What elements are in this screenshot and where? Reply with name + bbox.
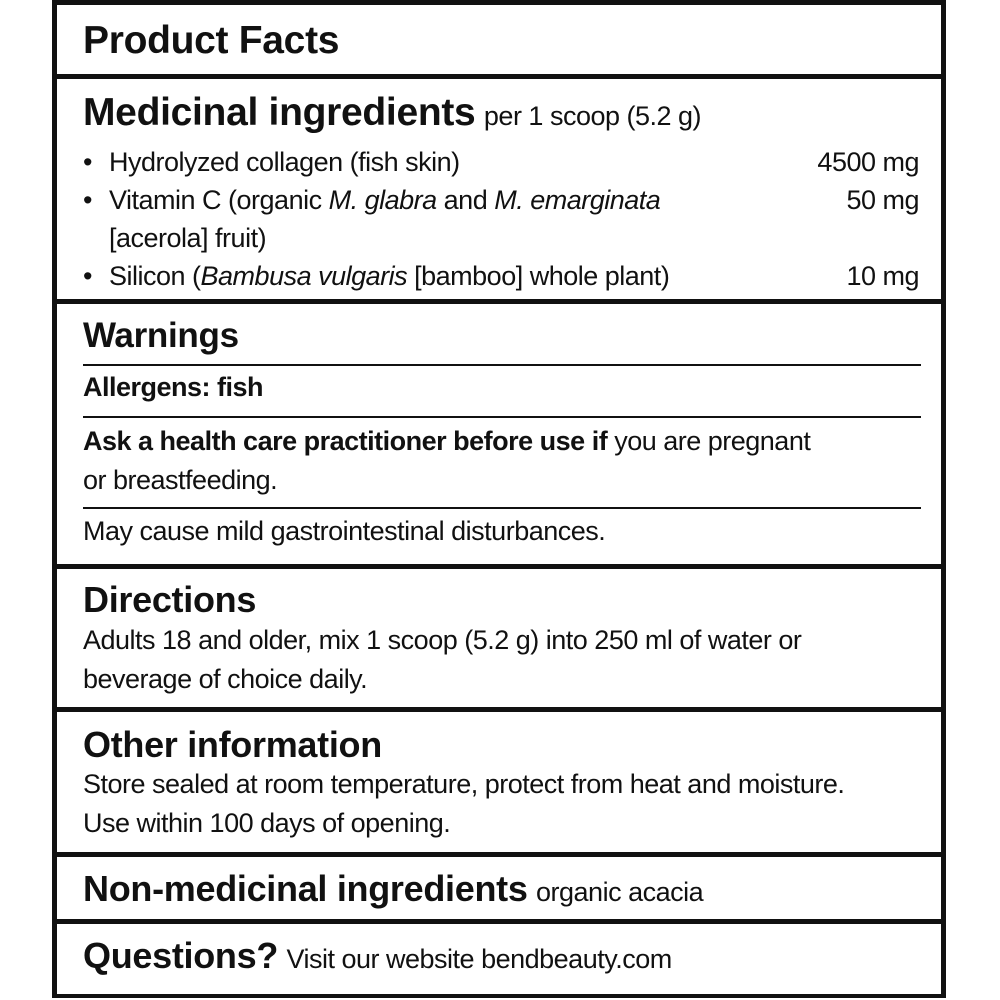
warnings-heading: Warnings: [83, 316, 239, 355]
title-section: [57, 5, 941, 75]
questions-value: Visit our website bendbeauty.com: [286, 944, 672, 974]
ingredient-amount: 4500 mg: [817, 147, 919, 177]
page-title: Product Facts: [83, 19, 340, 62]
ingredient-name: Hydrolyzed collagen (fish skin): [109, 147, 460, 177]
directions-heading: Directions: [83, 579, 257, 620]
ingredient-row: [83, 181, 919, 257]
directions-section: [57, 569, 941, 707]
warnings-rule: [83, 507, 921, 509]
ingredient-name: Vitamin C (organic M. glabra and M. emarginata [acerola] fruit): [109, 185, 661, 253]
non-medicinal-value: organic acacia: [536, 877, 704, 907]
warnings-rule: [83, 364, 921, 366]
ingredient-amount: 10 mg: [846, 261, 919, 291]
other-information-section: [57, 712, 941, 852]
medicinal-heading: Medicinal ingredients: [83, 91, 476, 134]
serving-size: per 1 scoop (5.2 g): [483, 101, 702, 131]
questions-section: [57, 924, 941, 994]
ingredient-amount: 50 mg: [846, 185, 919, 215]
product-facts-label: [52, 0, 946, 998]
other-information-text: Store sealed at room temperature, protect from heat and moisture. Use within 100 days of opening.: [83, 769, 845, 838]
allergens-text: Allergens: fish: [83, 372, 264, 402]
directions-text: Adults 18 and older, mix 1 scoop (5.2 g) into 250 ml of water or beverage of choice daily.: [83, 625, 802, 694]
questions-heading: Questions?: [83, 935, 279, 976]
ingredient-row: [83, 143, 919, 181]
bullet: •: [83, 185, 92, 215]
warnings-section: [57, 304, 941, 564]
pregnancy-warning: Ask a health care practitioner before use if you are pregnant or breastfeeding.: [83, 426, 811, 495]
warnings-rule: [83, 416, 921, 418]
medicinal-ingredients-section: [57, 79, 941, 299]
ingredient-row: [83, 257, 919, 295]
other-information-heading: Other information: [83, 724, 382, 765]
non-medicinal-heading: Non-medicinal ingredients: [83, 868, 528, 909]
ingredient-name: Silicon (Bambusa vulgaris [bamboo] whole plant): [109, 261, 670, 291]
gi-warning: May cause mild gastrointestinal disturbances.: [83, 516, 606, 546]
non-medicinal-section: [57, 857, 941, 919]
bullet: •: [83, 147, 92, 177]
bullet: •: [83, 261, 92, 291]
